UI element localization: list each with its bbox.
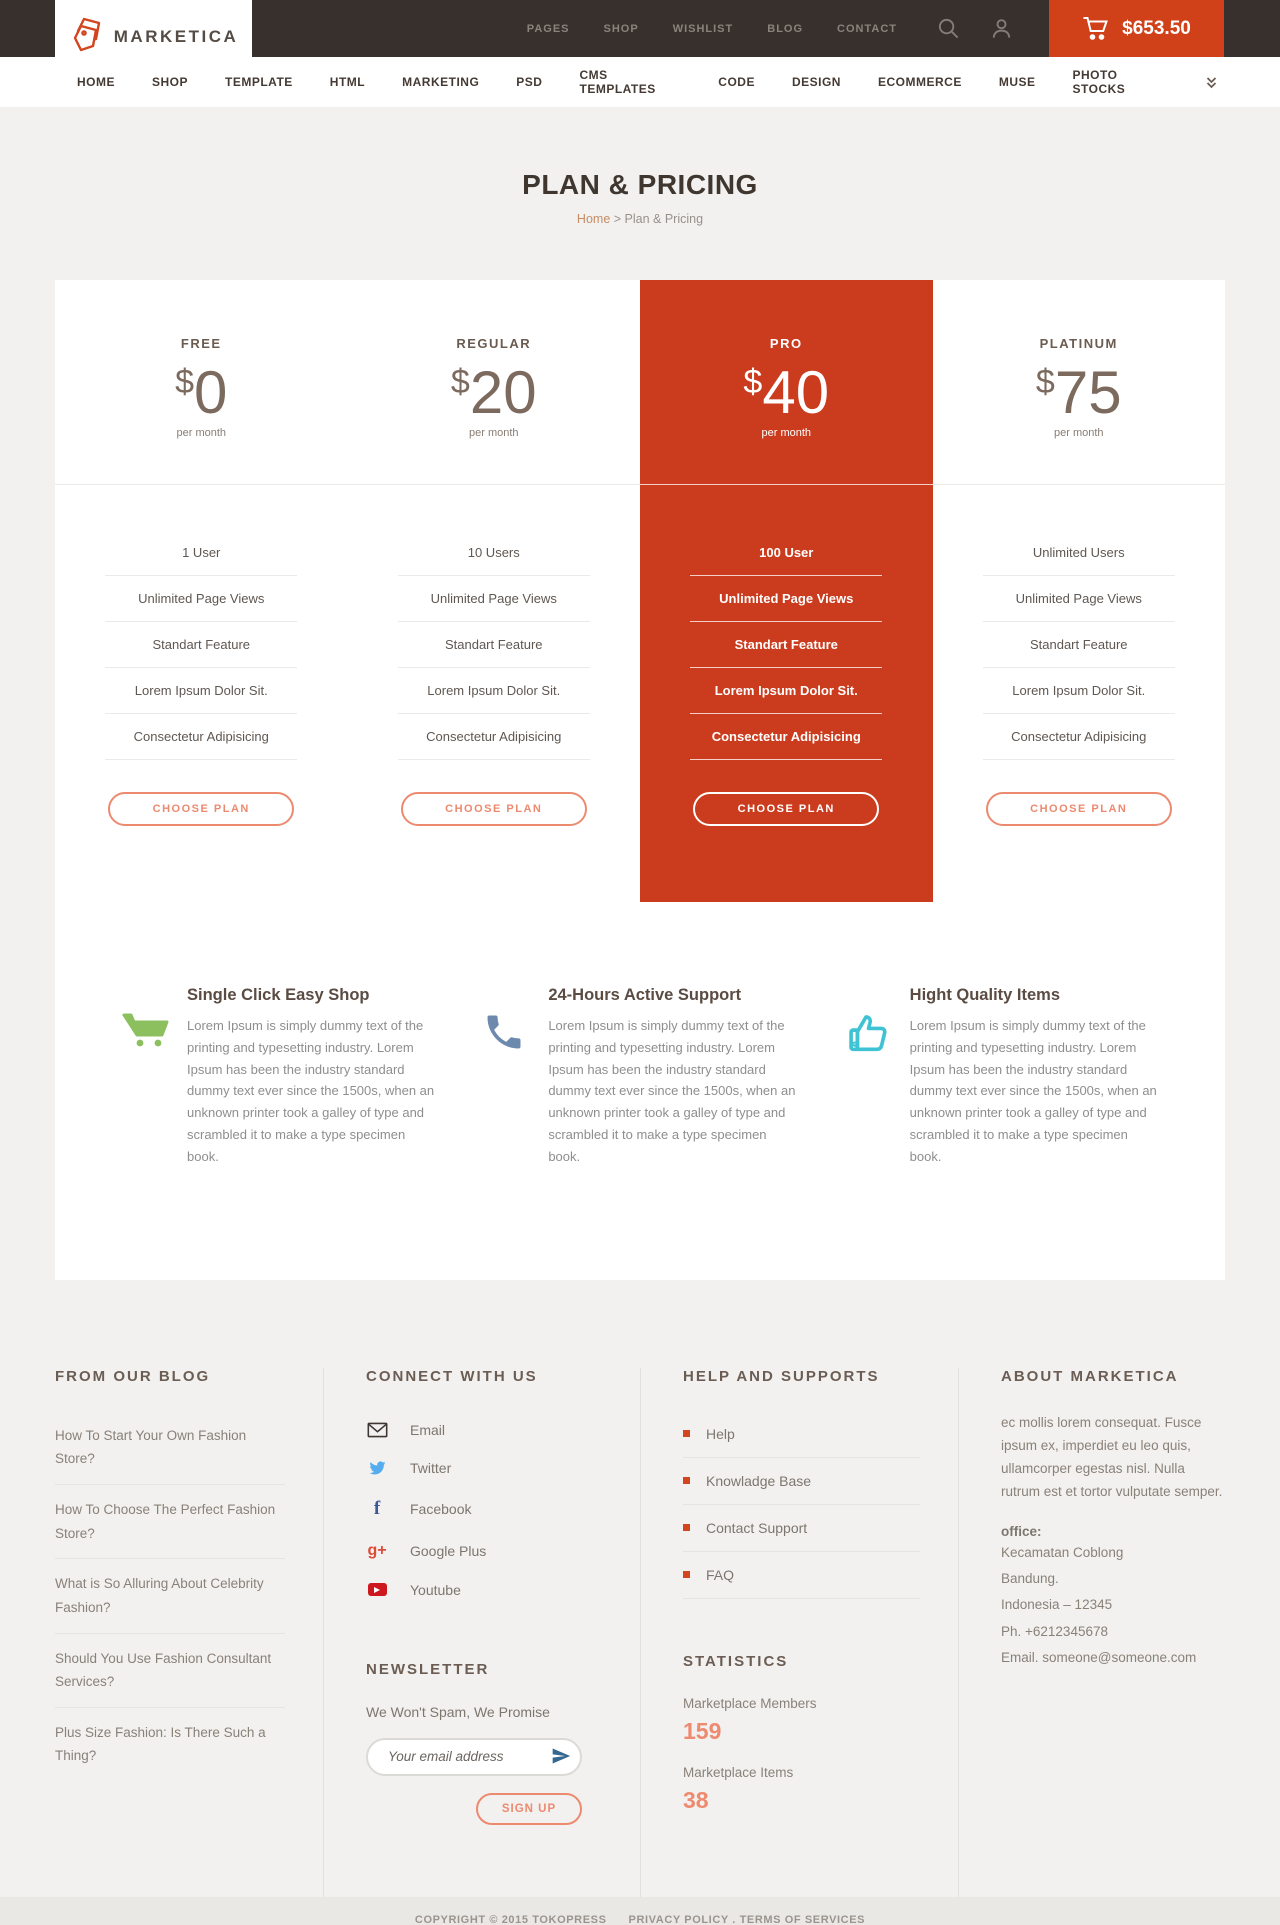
blog-link[interactable]: What is So Alluring About Celebrity Fashion? — [55, 1559, 285, 1633]
social-link-google-plus[interactable] — [366, 1531, 602, 1571]
help-link[interactable] — [683, 1411, 920, 1458]
chevron-down-icon[interactable] — [1205, 76, 1218, 89]
top-link-shop[interactable]: SHOP — [603, 22, 639, 35]
about-text: ec mollis lorem consequat. Fusce ipsum ex, imperdiet eu leo quis, ullamcorper egestas nisl. Nulla rutrum est et tortor vulputate semper. — [1001, 1414, 1223, 1500]
choose-plan-button-regular[interactable]: CHOOSE PLAN — [401, 792, 587, 826]
stat-value: 159 — [683, 1717, 722, 1744]
plan-period: per month — [1053, 427, 1104, 439]
feature-item: Consectetur Adipisicing — [690, 714, 882, 760]
feature-item: Lorem Ipsum Dolor Sit. — [690, 668, 882, 714]
social-link-twitter[interactable] — [366, 1449, 602, 1487]
footer-blog-column — [55, 1368, 323, 1897]
price-amount: 40 — [762, 359, 830, 426]
plan-regular — [348, 280, 641, 902]
address-line: Indonesia – 12345 — [1001, 1597, 1113, 1613]
plan-price — [55, 359, 348, 426]
blog-link[interactable]: Should You Use Fashion Consultant Services? — [55, 1634, 285, 1708]
plan-name: PRO — [769, 336, 803, 351]
feature-item: Unlimited Page Views — [983, 576, 1175, 622]
newsletter-title: NEWSLETTER — [366, 1660, 490, 1678]
choose-plan-button-platinum[interactable]: CHOOSE PLAN — [986, 792, 1172, 826]
facebook-icon: f — [373, 1497, 381, 1519]
google-plus-icon: g+ — [367, 1541, 387, 1559]
cart-icon — [121, 986, 173, 1168]
send-icon[interactable] — [551, 1746, 571, 1771]
benefit-quality — [844, 986, 1159, 1168]
footer-about-column — [958, 1368, 1225, 1897]
benefit-text: Lorem Ipsum is simply dummy text of the printing and typesetting industry. Lorem Ipsum has been the industry standard dummy text ever since the 1500s, when an unknown printer took a galley of type and scrambled it to make a type specimen book. — [548, 1018, 796, 1164]
blog-link[interactable]: How To Start Your Own Fashion Store? — [55, 1411, 285, 1485]
thumbs-up-icon — [844, 986, 896, 1168]
top-link-wishlist[interactable]: WISHLIST — [672, 22, 734, 35]
newsletter-tagline: We Won't Spam, We Promise — [366, 1703, 550, 1720]
plan-regular-features — [398, 530, 590, 760]
social-label: Google Plus — [410, 1542, 487, 1559]
square-bullet-icon — [683, 1571, 690, 1578]
cart-total: $653.50 — [1122, 17, 1191, 39]
help-label: Knowladge Base — [706, 1472, 812, 1489]
feature-item: Lorem Ipsum Dolor Sit. — [983, 668, 1175, 714]
benefit-text: Lorem Ipsum is simply dummy text of the printing and typesetting industry. Lorem Ipsum has been the industry standard dummy text ever since the 1500s, when an unknown printer took a galley of type and scrambled it to make a type specimen book. — [187, 1018, 435, 1164]
top-links — [527, 23, 897, 35]
feature-item: Unlimited Users — [983, 530, 1175, 576]
help-label: Contact Support — [706, 1519, 808, 1536]
nav-item-psd[interactable]: PSD — [516, 75, 543, 89]
feature-item: Lorem Ipsum Dolor Sit. — [105, 668, 297, 714]
breadcrumb-separator: > — [613, 212, 622, 226]
feature-item: Unlimited Page Views — [690, 576, 882, 622]
plan-price — [348, 359, 641, 426]
help-link[interactable] — [683, 1552, 920, 1599]
benefit-support — [482, 986, 797, 1168]
footer-blog-title: FROM OUR BLOG — [55, 1367, 211, 1385]
plan-platinum — [933, 280, 1226, 902]
feature-item: 10 Users — [398, 530, 590, 576]
nav-item-html[interactable]: HTML — [329, 75, 366, 89]
plan-platinum-features — [983, 530, 1175, 760]
stat-value: 38 — [683, 1786, 709, 1813]
benefit-body — [910, 986, 1159, 1168]
logo[interactable] — [55, 0, 252, 73]
nav-item-muse[interactable]: MUSE — [998, 75, 1036, 89]
nav-item-photo-stocks[interactable]: PHOTO STOCKS — [1072, 68, 1126, 96]
footer-help-title: HELP AND SUPPORTS — [683, 1367, 880, 1385]
nav-item-shop[interactable]: SHOP — [152, 75, 189, 89]
price-amount: 75 — [1054, 359, 1122, 426]
plan-platinum-header — [933, 280, 1226, 485]
feature-item: Consectetur Adipisicing — [105, 714, 297, 760]
signup-button[interactable]: SIGN UP — [476, 1793, 582, 1825]
benefit-title: Hight Quality Items — [909, 986, 1061, 1004]
plan-price — [933, 359, 1226, 426]
stat-label: Marketplace Items — [683, 1764, 794, 1780]
footer — [0, 1280, 1280, 1897]
footer-connect-column — [323, 1368, 640, 1897]
plan-pro-features — [690, 530, 882, 760]
pricing-table — [55, 280, 1225, 902]
social-label: Twitter — [410, 1459, 452, 1476]
price-currency: $ — [175, 363, 195, 401]
feature-item: 1 User — [105, 530, 297, 576]
search-icon[interactable] — [937, 17, 960, 40]
help-link[interactable] — [683, 1505, 920, 1552]
top-link-blog[interactable]: BLOG — [767, 22, 804, 35]
plan-name: FREE — [180, 336, 222, 351]
plan-free-features — [105, 530, 297, 760]
feature-item: Consectetur Adipisicing — [398, 714, 590, 760]
top-link-contact[interactable]: CONTACT — [837, 22, 897, 35]
youtube-icon — [366, 1583, 388, 1596]
feature-item: Standart Feature — [983, 622, 1175, 668]
newsletter-section — [366, 1661, 602, 1825]
breadcrumb-current: Plan & Pricing — [624, 212, 704, 226]
price-currency: $ — [743, 363, 763, 401]
page-title: PLAN & PRICING — [522, 169, 758, 200]
plan-name: PLATINUM — [1039, 336, 1118, 351]
blog-link[interactable]: Plus Size Fashion: Is There Such a Thing? — [55, 1724, 266, 1764]
breadcrumb — [0, 212, 1280, 226]
benefits-section — [55, 902, 1225, 1280]
social-label: Facebook — [410, 1500, 472, 1517]
cart-icon — [1082, 16, 1109, 41]
feature-item: Lorem Ipsum Dolor Sit. — [398, 668, 590, 714]
address-line: Kecamatan Coblong — [1001, 1544, 1124, 1560]
top-bar — [0, 0, 1280, 57]
benefit-easy-shop — [121, 986, 436, 1168]
benefit-text: Lorem Ipsum is simply dummy text of the printing and typesetting industry. Lorem Ipsum has been the industry standard dummy text ever since the 1500s, when an unknown printer took a galley of type and scrambled it to make a type specimen book. — [909, 1018, 1157, 1164]
help-label: Help — [706, 1425, 735, 1442]
benefit-body — [187, 986, 436, 1168]
plan-period: per month — [176, 427, 227, 439]
address-line: Email. someone@someone.com — [1001, 1649, 1197, 1665]
legal-links[interactable]: PRIVACY POLICY . TERMS OF SERVICES — [628, 1914, 866, 1925]
twitter-icon — [366, 1460, 388, 1476]
social-link-youtube[interactable] — [366, 1571, 602, 1609]
nav-item-template[interactable]: TEMPLATE — [225, 75, 293, 89]
pricing-card — [55, 280, 1225, 1280]
benefit-body — [548, 986, 797, 1168]
address-line: Bandung. — [1001, 1570, 1059, 1586]
copyright-bar — [0, 1897, 1280, 1925]
address-line: Ph. +6212345678 — [1001, 1623, 1108, 1639]
stat-label: Marketplace Members — [683, 1695, 817, 1711]
social-label: Youtube — [410, 1581, 461, 1598]
plan-pro — [640, 280, 933, 902]
benefit-title: 24-Hours Active Support — [548, 986, 742, 1004]
feature-item: Standart Feature — [105, 622, 297, 668]
plan-free-header — [55, 280, 348, 485]
page-header — [0, 107, 1280, 280]
nav-item-marketing[interactable]: MARKETING — [402, 75, 480, 89]
price-currency: $ — [1035, 363, 1055, 401]
user-icon[interactable] — [990, 17, 1013, 40]
top-link-pages[interactable]: PAGES — [526, 22, 570, 35]
square-bullet-icon — [683, 1430, 690, 1437]
plan-period: per month — [468, 427, 519, 439]
nav-item-home[interactable]: HOME — [77, 75, 115, 89]
feature-item: Standart Feature — [398, 622, 590, 668]
social-link-email[interactable] — [366, 1411, 602, 1449]
phone-icon — [482, 986, 534, 1168]
price-amount: 20 — [469, 359, 537, 426]
nav-item-cms-templates[interactable]: CMS TEMPLATES — [579, 68, 656, 96]
cart-button[interactable] — [1049, 0, 1224, 57]
social-label: Email — [410, 1421, 446, 1438]
footer-help-column — [640, 1368, 958, 1897]
copyright-text: COPYRIGHT © 2015 TOKOPRESS — [414, 1914, 607, 1925]
feature-item: 100 User — [690, 530, 882, 576]
benefit-title: Single Click Easy Shop — [187, 986, 370, 1004]
office-label: office: — [1001, 1523, 1042, 1539]
feature-item: Standart Feature — [690, 622, 882, 668]
statistics-title: STATISTICS — [683, 1652, 789, 1670]
choose-plan-button-free[interactable]: CHOOSE PLAN — [108, 792, 294, 826]
feature-item: Unlimited Page Views — [398, 576, 590, 622]
nav-item-design[interactable]: DESIGN — [791, 75, 841, 89]
statistics-section — [683, 1653, 920, 1814]
brand-name: MARKETICA — [113, 26, 239, 46]
footer-connect-title: CONNECT WITH US — [366, 1367, 538, 1385]
choose-plan-button-pro[interactable]: CHOOSE PLAN — [693, 792, 879, 826]
blog-link[interactable]: How To Choose The Perfect Fashion Store? — [55, 1485, 285, 1559]
plan-free — [55, 280, 348, 902]
breadcrumb-home-link[interactable]: Home — [576, 212, 611, 226]
square-bullet-icon — [683, 1524, 690, 1531]
square-bullet-icon — [683, 1477, 690, 1484]
plan-price — [640, 359, 933, 426]
newsletter-email-input[interactable] — [366, 1738, 582, 1776]
social-link-facebook[interactable] — [366, 1487, 602, 1531]
price-amount: 0 — [194, 359, 228, 426]
plan-name: REGULAR — [456, 336, 532, 351]
brand-tag-icon — [69, 17, 103, 57]
help-label: FAQ — [706, 1566, 735, 1583]
plan-period: per month — [761, 427, 812, 439]
nav-item-ecommerce[interactable]: ECOMMERCE — [877, 75, 962, 89]
email-icon — [366, 1422, 388, 1438]
price-currency: $ — [450, 363, 470, 401]
help-link[interactable] — [683, 1458, 920, 1505]
plan-pro-header — [640, 280, 933, 485]
footer-about-title: ABOUT MARKETICA — [1001, 1367, 1179, 1385]
plan-regular-header — [348, 280, 641, 485]
feature-item: Consectetur Adipisicing — [983, 714, 1175, 760]
newsletter-input-wrap — [366, 1738, 582, 1776]
nav-item-code[interactable]: CODE — [718, 75, 755, 89]
feature-item: Unlimited Page Views — [105, 576, 297, 622]
